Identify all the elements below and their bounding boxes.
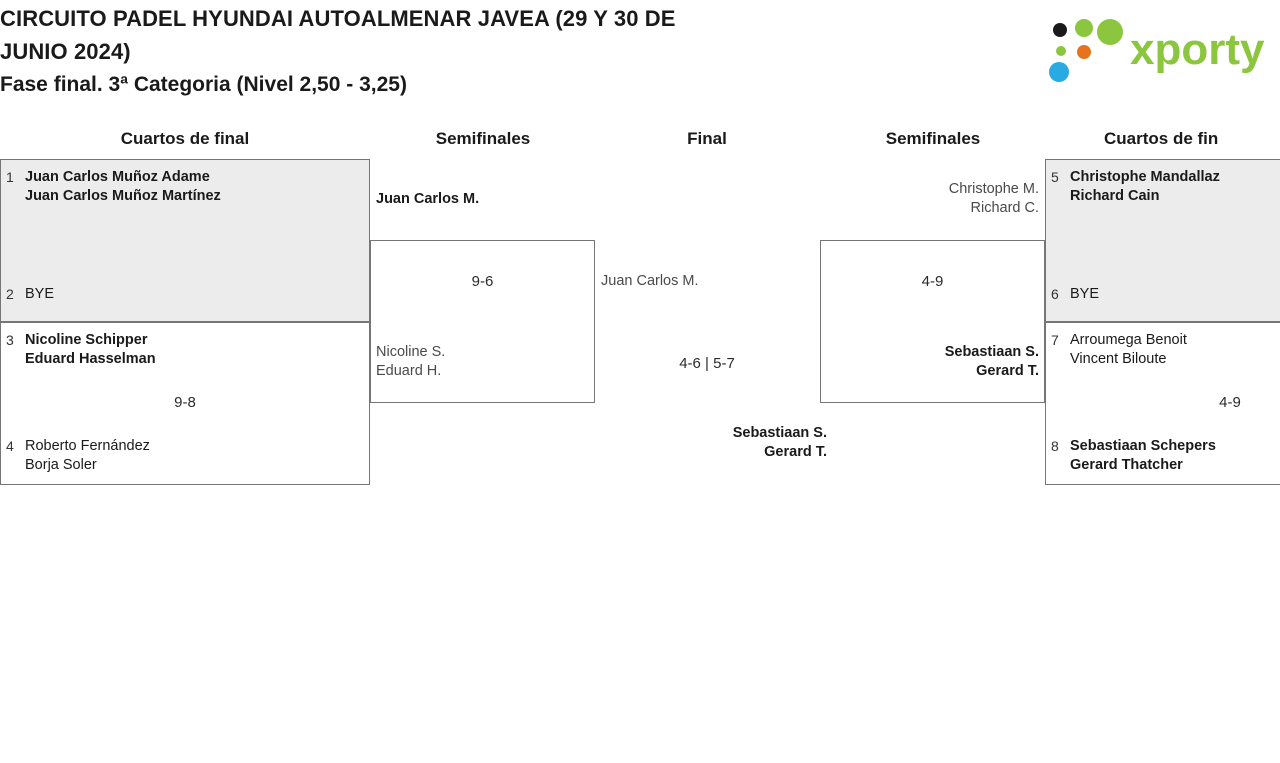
player-name: Juan Carlos M. [601, 273, 699, 289]
player-name: Christophe Mandallaz [1070, 169, 1220, 185]
title-block [0, 2, 840, 101]
sf-right-team-bottom [820, 343, 1039, 381]
qf5-team-a-seed: 5 [1051, 169, 1059, 185]
player-name: Gerard T. [764, 444, 827, 460]
qf2-team-b [6, 437, 362, 475]
sf-right-score: 4-9 [921, 273, 944, 290]
round-label-sf-right: Semifinales [885, 129, 981, 148]
player-name: Arroumega Benoit [1070, 332, 1187, 348]
qf6-team-a-seed: 7 [1051, 332, 1059, 348]
round-label-final: Final [687, 129, 727, 148]
qf1-team-a [6, 168, 362, 206]
player-name: Roberto Fernández [25, 438, 150, 454]
sf-left-team-top [376, 190, 479, 209]
round-label-qf-right: Cuartos de fin [1104, 129, 1219, 148]
player-name: Sebastiaan S. [944, 344, 1039, 360]
qf2-team-b-names [25, 437, 150, 475]
final-team-right [607, 424, 827, 462]
player-name: Juan Carlos Muñoz Adame [25, 169, 210, 185]
player-name: Gerard Thatcher [1070, 457, 1183, 473]
player-name: Juan Carlos Muñoz Martínez [25, 188, 221, 204]
qf5-team-b-names [1070, 285, 1099, 304]
sf-left-score: 9-6 [471, 273, 494, 290]
player-name: Richard C. [970, 200, 1039, 216]
svg-text:xporty: xporty [1130, 25, 1265, 74]
tournament-title-line-1: CIRCUITO PADEL HYUNDAI AUTOALMENAR JAVEA (29 Y 30 DE [0, 6, 676, 31]
page-header [0, 0, 1280, 110]
qf6-team-b [1051, 437, 1280, 475]
qf1-team-a-seed: 1 [6, 169, 14, 185]
player-name: Juan Carlos M. [376, 191, 480, 207]
qf6-team-a-names [1070, 331, 1187, 369]
sf-left-team-bottom [376, 343, 445, 381]
qf5-team-b [1051, 285, 1280, 304]
qf1-team-a-names [25, 168, 221, 206]
final-team-left [601, 272, 699, 291]
qf2-team-a [6, 331, 362, 369]
player-name: Christophe M. [948, 181, 1039, 197]
player-name: BYE [25, 286, 55, 302]
tournament-title-line-2: JUNIO 2024) [0, 39, 131, 64]
qf1-team-b [6, 285, 362, 304]
player-name: Gerard T. [976, 363, 1039, 379]
qf5-team-b-seed: 6 [1051, 286, 1059, 302]
qf6-team-a [1051, 331, 1280, 369]
player-name: Eduard Hasselman [25, 351, 156, 367]
qf6-team-b-names [1070, 437, 1216, 475]
player-name: Richard Cain [1070, 188, 1160, 204]
xporty-logo [1044, 18, 1276, 84]
qf5-team-a [1051, 168, 1280, 206]
round-label-qf-left: Cuartos de final [120, 129, 250, 148]
qf2-score: 9-8 [174, 394, 196, 411]
player-name: Sebastiaan S. [732, 425, 827, 441]
qf1-team-b-names [25, 285, 54, 304]
qf1-team-b-seed: 2 [6, 286, 14, 302]
qf5-team-a-names [1070, 168, 1220, 206]
final-score: 4-6 | 5-7 [679, 355, 735, 372]
qf6-score: 4-9 [1219, 394, 1241, 411]
player-name: Borja Soler [25, 457, 97, 473]
sf-right-team-top [820, 180, 1039, 218]
tournament-subtitle: Fase final. 3ª Categoria (Nivel 2,50 - 3,25) [0, 73, 407, 96]
qf2-team-b-seed: 4 [6, 438, 14, 454]
player-name: Vincent Biloute [1070, 351, 1167, 367]
player-name: BYE [1070, 286, 1100, 302]
player-name: Eduard H. [376, 363, 442, 379]
qf6-team-b-seed: 8 [1051, 438, 1059, 454]
qf2-team-a-seed: 3 [6, 332, 14, 348]
player-name: Sebastiaan Schepers [1070, 438, 1216, 454]
player-name: Nicoline S. [376, 344, 446, 360]
round-label-sf-left: Semifinales [435, 129, 531, 148]
qf2-team-a-names [25, 331, 156, 369]
player-name: Nicoline Schipper [25, 332, 148, 348]
